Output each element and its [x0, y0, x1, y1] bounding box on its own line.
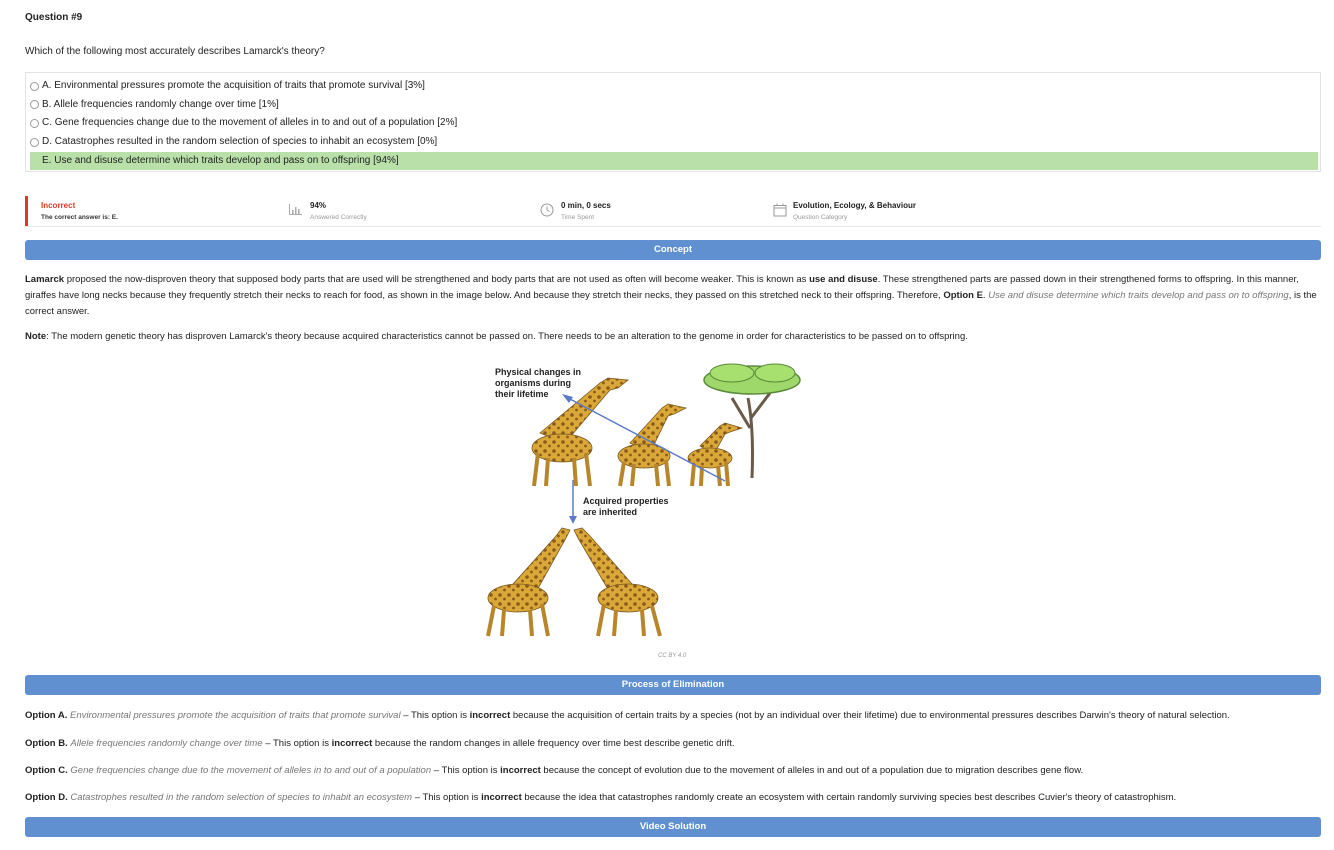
concept-text-end: , is the correct answer.: [25, 290, 1317, 317]
video-solution-banner[interactable]: Video Solution: [25, 817, 1321, 837]
percent-correct: 94%: [310, 201, 327, 210]
radio-icon[interactable]: [30, 119, 39, 128]
option-a[interactable]: [30, 77, 425, 95]
option-text: – This option is: [412, 792, 482, 803]
radio-icon[interactable]: [30, 138, 39, 147]
term-use-disuse: use and disuse: [809, 274, 878, 285]
giraffe-medium-icon: [618, 404, 686, 486]
incorrect-word: incorrect: [500, 765, 541, 776]
option-reason: because the acquisition of certain traits by a species (not by an individual over their lifetime) due to environmental pressures describes Darwin's theory of natural selection.: [510, 710, 1230, 721]
option-italic: Gene frequencies change due to the movement of alleles in to and out of a population: [70, 765, 432, 776]
radio-icon[interactable]: [30, 82, 39, 91]
correct-answer-text: The correct answer is: E.: [41, 214, 118, 221]
elimination-option-a: [25, 710, 1230, 721]
figure-label-changes-1: Physical changes in: [495, 367, 582, 377]
figure-label-changes-3: their lifetime: [495, 389, 549, 399]
option-d[interactable]: [30, 133, 437, 151]
figure-label-inherited-1: Acquired properties: [583, 496, 669, 506]
concept-dot: .: [982, 290, 989, 301]
elimination-option-d: [25, 792, 1176, 803]
question-number: Question #9: [25, 12, 83, 23]
option-text: – This option is: [262, 738, 332, 749]
arrow-head-icon: [562, 394, 573, 403]
offspring-giraffe-right-icon: [574, 528, 660, 636]
note-label: Note: [25, 331, 47, 342]
clock-icon: [540, 203, 554, 217]
option-d-label: D. Catastrophes resulted in the random selection of species to inhabit an ecosystem [0%]: [42, 136, 438, 147]
option-label: Option D.: [25, 792, 68, 803]
elimination-option-b: [25, 738, 735, 749]
change-arrow: [568, 398, 725, 481]
option-text: – This option is: [400, 710, 470, 721]
time-spent: 0 min, 0 secs: [561, 201, 611, 210]
question-category: Evolution, Ecology, & Behaviour: [793, 201, 916, 210]
option-reason: because the idea that catastrophes randomly create an ecosystem with certain randomly surviving species best describes Cuvier's theory of catastrophism.: [521, 792, 1177, 803]
question-category-label: Question Category: [793, 214, 848, 221]
offspring-giraffe-left-icon: [488, 528, 570, 636]
option-italic: Allele frequencies randomly change over time: [70, 738, 263, 749]
concept-italic-answer: Use and disuse determine which traits develop and pass on to offspring: [988, 290, 1289, 301]
elimination-option-c: [25, 765, 1083, 776]
arrow-down-icon: [569, 516, 577, 524]
incorrect-word: incorrect: [331, 738, 373, 749]
option-e-label: E. Use and disuse determine which traits develop and pass on to offspring [94%]: [42, 155, 399, 166]
concept-banner: Concept: [25, 240, 1321, 260]
option-e-correct[interactable]: [30, 152, 1318, 170]
result-label: Incorrect: [41, 201, 76, 210]
figure-label-changes-2: organisms during: [495, 378, 572, 388]
term-option-e: Option E: [943, 290, 983, 301]
concept-text-b: . These strengthened parts are passed down in their strengthened forms to offspring. In this manner, giraffes have long necks because they frequently stretch their necks to reach for food, as shown in the image below. And because they stretch their necks, they passed on this stretched neck to their offspring. Therefore,: [25, 274, 1299, 301]
figure-label-inherited-2: are inherited: [583, 507, 638, 517]
percent-correct-label: Answered Correctly: [310, 214, 367, 221]
image-credit: CC BY 4.0: [658, 653, 687, 659]
incorrect-indicator-bar: [25, 196, 28, 226]
option-italic: Catastrophes resulted in the random selection of species to inhabit an ecosystem: [70, 792, 413, 803]
option-reason: because the concept of evolution due to the movement of alleles in and out of a population due to migration describes gene flow.: [540, 765, 1084, 776]
incorrect-word: incorrect: [469, 710, 511, 721]
option-label: Option B.: [25, 738, 68, 749]
option-label: Option A.: [25, 710, 68, 721]
option-label: Option C.: [25, 765, 68, 776]
question-text: Which of the following most accurately describes Lamarck's theory?: [25, 46, 325, 57]
term-lamarck: Lamarck: [25, 274, 65, 285]
concept-text-a: proposed the now-disproven theory that supposed body parts that are used will be strengthened and body parts that are not used as often will become weaker. This is known as: [64, 274, 810, 285]
option-reason: because the random changes in allele frequency over time best describe genetic drift.: [372, 738, 735, 749]
incorrect-word: incorrect: [481, 792, 522, 803]
note-paragraph: [25, 329, 1325, 345]
option-a-label: A. Environmental pressures promote the acquisition of traits that promote survival [3%]: [42, 80, 425, 91]
radio-icon[interactable]: [30, 100, 39, 109]
bar-chart-icon: [289, 204, 302, 215]
option-b-label: B. Allele frequencies randomly change over time [1%]: [42, 98, 279, 110]
time-spent-label: Time Spent: [561, 214, 594, 221]
concept-paragraph: [25, 272, 1325, 320]
option-b[interactable]: [30, 96, 279, 114]
note-text: : The modern genetic theory has disproven Lamarck's theory because acquired characteristics cannot be passed on. There needs to be an alteration to the genome in order for characteristics to be passed on to offspring.: [46, 331, 968, 342]
option-c-label: C. Gene frequencies change due to the movement of alleles in to and out of a population [2%]: [42, 117, 458, 128]
giraffe-illustration: [470, 358, 810, 648]
elimination-banner: Process of Elimination: [25, 675, 1321, 695]
option-text: – This option is: [431, 765, 501, 776]
result-status-bar: [25, 196, 1321, 227]
answer-options: [25, 72, 1321, 172]
calendar-icon: [773, 203, 787, 217]
option-italic: Environmental pressures promote the acquisition of traits that promote survival: [70, 710, 401, 721]
option-c[interactable]: [30, 114, 457, 132]
